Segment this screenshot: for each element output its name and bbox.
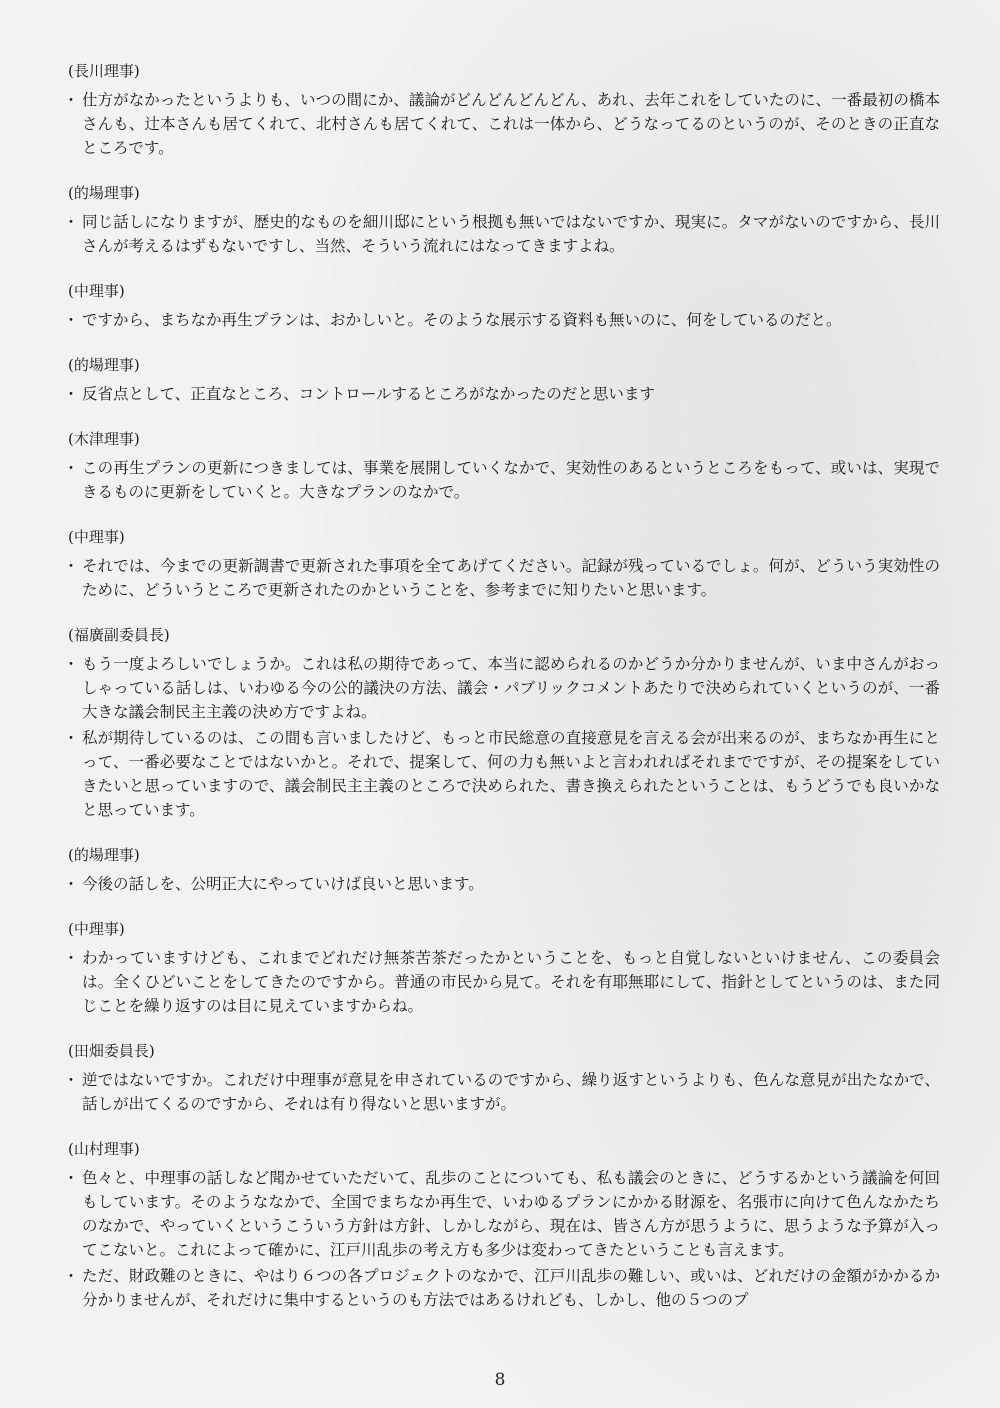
speaker-name: (中理事): [68, 920, 125, 938]
speaker-name: (的場理事): [68, 184, 140, 202]
statement-paragraph: ・ 仕方がなかったというよりも、いつの間にか、議論がどんどんどんどん、あれ、去年これをしていたのに、一番最初の橋本さんも、辻本さんも居てくれて、北村さんも居てくれて、これは一体から、どうなってるのというのが、そのときの正直なところです。: [60, 88, 940, 160]
speaker-name: (山村理事): [68, 1140, 140, 1158]
speaker-name: (的場理事): [68, 846, 140, 864]
statement-paragraph: ・ 同じ話しになりますが、歴史的なものを細川邸にという根拠も無いではないですか、現実に。タマがないのですから、長川さんが考えるはずもないですし、当然、そういう流れにはなってきますよね。: [60, 210, 940, 258]
statement-paragraph: ・ それでは、今までの更新調書で更新された事項を全てあげてください。記録が残っているでしょ。何が、どういう実効性のために、どういうところで更新されたのかということを、参考までに知りたいと思います。: [60, 554, 940, 602]
statement-paragraph: ・ ただ、財政難のときに、やはり６つの各プロジェクトのなかで、江戸川乱歩の難しい、或いは、どれだけの金額がかかるか分かりませんが、それだけに集中するというのも方法ではあるけれども、しかし、他の５つのプ: [60, 1264, 940, 1312]
page-number: 8: [494, 1370, 506, 1390]
speaker-section: [60, 354, 940, 406]
speaker-name: (中理事): [68, 528, 125, 546]
statement-paragraph: ・ 今後の話しを、公明正大にやっていけば良いと思います。: [60, 872, 940, 896]
statement-paragraph: ・ わかっていますけども、これまでどれだけ無茶苦茶だったかということを、もっと自覚しないといけません、この委員会は。全くひどいことをしてきたのですから。普通の市民から見て。それを有耶無耶にして、指針としてというのは、また同じことを繰り返すのは目に見えていますからね。: [60, 946, 940, 1018]
transcript-body: [60, 60, 940, 1334]
speaker-section: [60, 182, 940, 258]
speaker-name: (田畑委員長): [68, 1042, 155, 1060]
speaker-section: [60, 60, 940, 160]
speaker-section: [60, 1138, 940, 1312]
statement-paragraph: ・ 逆ではないですか。これだけ中理事が意見を申されているのですから、繰り返すというよりも、色んな意見が出たなかで、話しが出てくるのですから、それは有り得ないと思いますが。: [60, 1068, 940, 1116]
statement-paragraph: ・ 反省点として、正直なところ、コントロールするところがなかったのだと思います: [60, 382, 940, 406]
speaker-section: [60, 428, 940, 504]
statement-paragraph: ・ 色々と、中理事の話しなど聞かせていただいて、乱歩のことについても、私も議会のときに、どうするかという議論を何回もしています。そのようななかで、全国でまちなか再生で、いわゆるプランにかかる財源を、名張市に向けて色んなかたちのなかで、やっていくというこういう方針は方針、しかしながら、現在は、皆さん方が思うように、思うような予算が入ってこないと。これによって確かに、江戸川乱歩の考え方も多少は変わってきたということも言えます。: [60, 1166, 940, 1262]
speaker-name: (中理事): [68, 282, 125, 300]
speaker-section: [60, 844, 940, 896]
statement-paragraph: ・ 私が期待しているのは、この間も言いましたけど、もっと市民総意の直接意見を言える会が出来るのが、まちなか再生にとって、一番必要なことではないかと。それで、提案して、何の力も無いよと言われればそれまでですが、その提案をしていきたいと思っていますので、議会制民主主義のところで決められた、書き換えられたということは、もうどうでも良いかなと思っています。: [60, 726, 940, 822]
speaker-name: (長川理事): [68, 62, 140, 80]
speaker-name: (的場理事): [68, 356, 140, 374]
speaker-section: [60, 280, 940, 332]
speaker-section: [60, 624, 940, 822]
statement-paragraph: ・ この再生プランの更新につきましては、事業を展開していくなかで、実効性のあるというところをもって、或いは、実現できるものに更新をしていくと。大きなプランのなかで。: [60, 456, 940, 504]
speaker-section: [60, 1040, 940, 1116]
statement-paragraph: ・ もう一度よろしいでしょうか。これは私の期待であって、本当に認められるのかどうか分かりませんが、いま中さんがおっしゃっている話しは、いわゆる今の公的議決の方法、議会・パブリックコメントあたりで決められていくというのが、一番大きな議会制民主主義の決め方ですよね。: [60, 652, 940, 724]
speaker-section: [60, 526, 940, 602]
speaker-name: (福廣副委員長): [68, 626, 170, 644]
speaker-name: (木津理事): [68, 430, 140, 448]
speaker-section: [60, 918, 940, 1018]
statement-paragraph: ・ ですから、まちなか再生プランは、おかしいと。そのような展示する資料も無いのに、何をしているのだと。: [60, 308, 940, 332]
